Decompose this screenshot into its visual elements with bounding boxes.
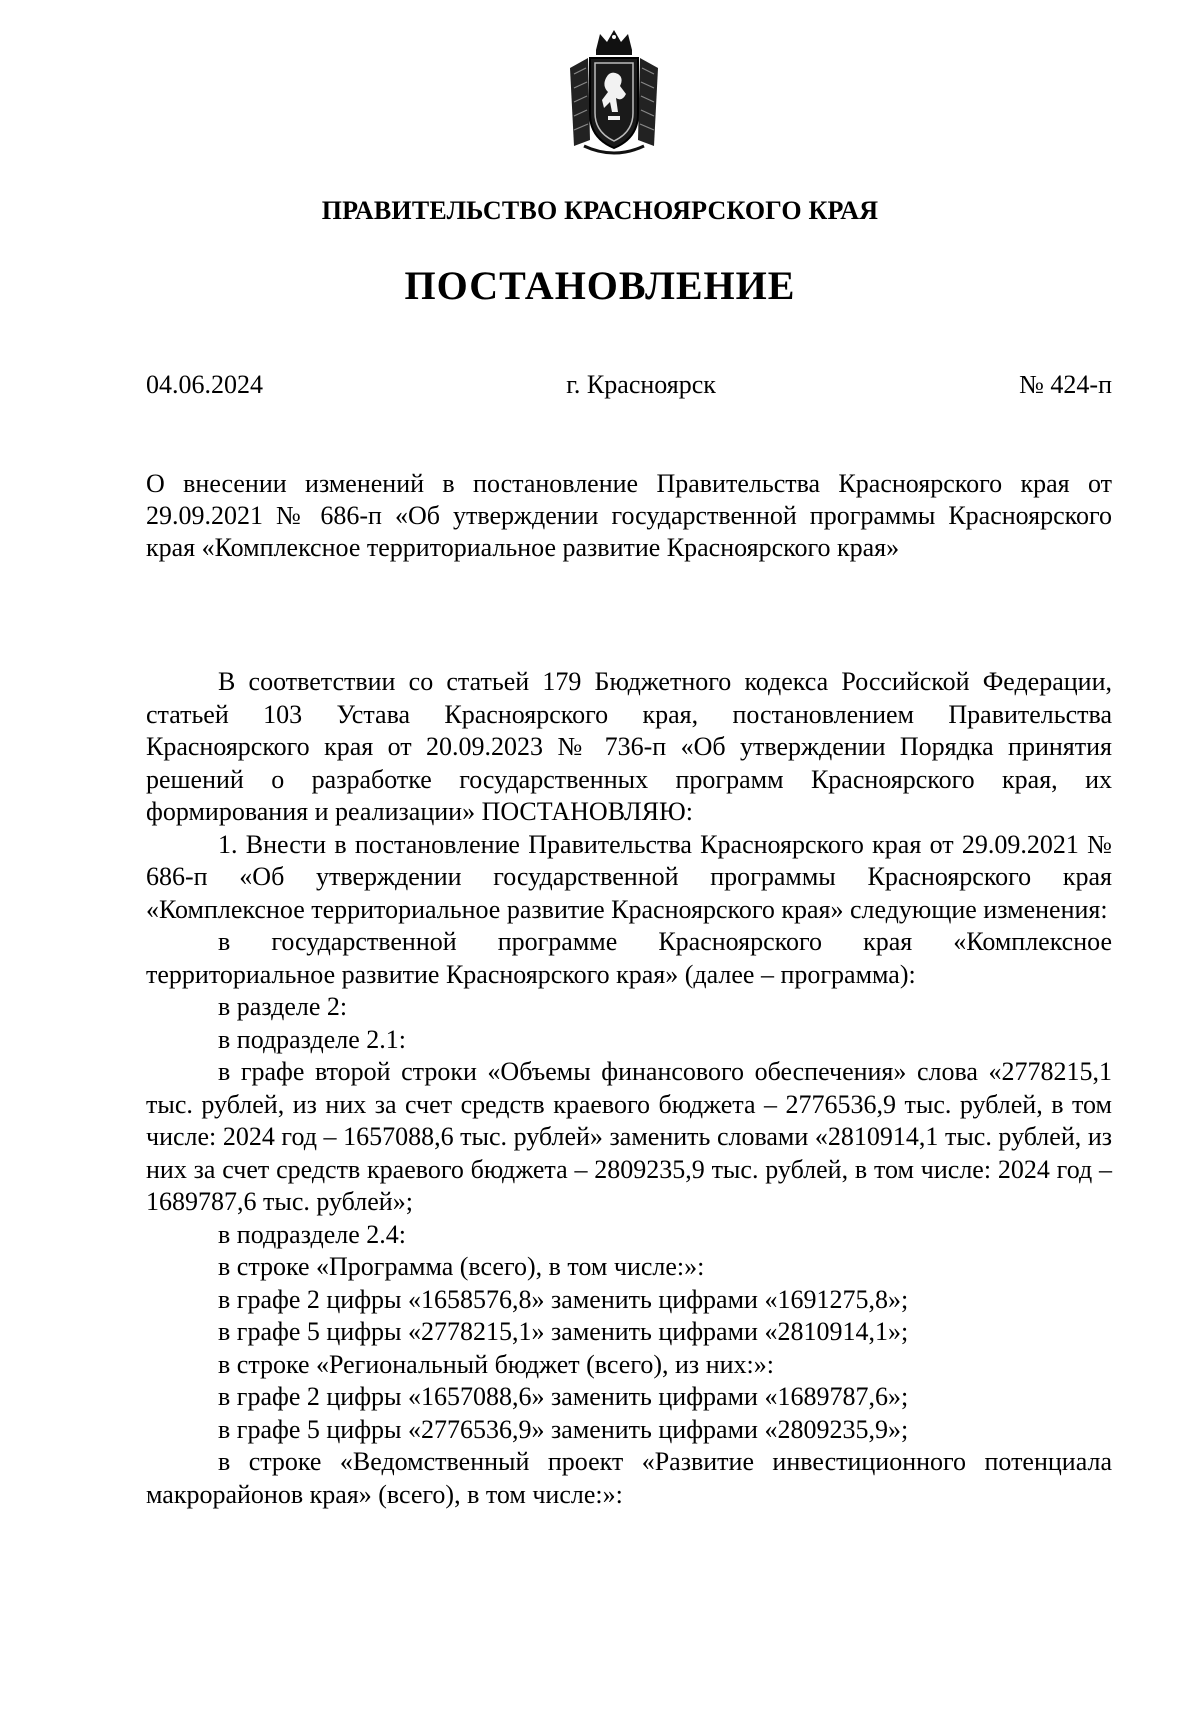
body-paragraph: в графе 5 цифры «2776536,9» заменить цифрами «2809235,9»; [218, 1414, 909, 1444]
document-number: № 424-п [1019, 370, 1112, 399]
document-city: г. Красноярск [566, 370, 716, 399]
body-paragraph: в строке «Региональный бюджет (всего), из них:»: [218, 1349, 774, 1379]
body-paragraph: в графе 5 цифры «2778215,1» заменить цифрами «2810914,1»; [218, 1317, 909, 1346]
body-paragraph: в графе 2 цифры «1658576,8» заменить цифрами «1691275,8»; [218, 1284, 909, 1314]
body-paragraph: в графе второй строки «Объемы финансового обеспечения» слова «2778215,1 тыс. рублей, из них за счет средств краевого бюджета – 2776536,9 тыс. рублей, в том числе: 2024 год – 1657088,6 тыс. рублей» заменить словами «2810914,1 тыс. рублей, из них за счет средств краевого бюджета – 2809235,9 тыс. рублей, в том числе: 2024 год – 1689787,6 тыс. рублей»; [146, 1057, 1112, 1216]
document-body [146, 666, 1112, 1511]
document-meta-row [146, 370, 1112, 400]
document-type-heading: ПОСТАНОВЛЕНИЕ [404, 263, 796, 308]
body-paragraph: 1. Внести в постановление Правительства Красноярского края от 29.09.2021 № 686-п «Об утверждении государственной программы Красноярского края «Комплексное территориальное развитие Красноярского края» следующие изменения: [146, 829, 1112, 924]
body-paragraph: в разделе 2: [218, 992, 348, 1021]
coat-of-arms-icon [560, 28, 668, 156]
government-title: ПРАВИТЕЛЬСТВО КРАСНОЯРСКОГО КРАЯ [321, 196, 879, 225]
body-paragraph: в графе 2 цифры «1657088,6» заменить цифрами «1689787,6»; [218, 1382, 909, 1411]
body-paragraph: в подразделе 2.1: [218, 1024, 407, 1054]
body-paragraph: в подразделе 2.4: [218, 1219, 407, 1249]
body-paragraph: В соответствии со статьей 179 Бюджетного кодекса Российской Федерации, статьей 103 Устава Красноярского края, постановлением Правительства Красноярского края от 20.09.2023 № 736-п «Об утверждении Порядка принятия решений о разработке государственных программ Красноярского края, их формирования и реализации» ПОСТАНОВЛЯЮ: [146, 667, 1112, 826]
document-date: 04.06.2024 [146, 370, 263, 399]
body-paragraph: в строке «Программа (всего), в том числе:»: [218, 1252, 705, 1281]
document-subject: О внесении изменений в постановление Правительства Красноярского края от 29.09.2021 № 686-п «Об утверждении государственной программы Красноярского края «Комплексное территориальное развитие Красноярского края» [146, 469, 1112, 562]
body-paragraph: в государственной программе Красноярского края «Комплексное территориальное развитие Красноярского края» (далее – программа): [146, 927, 1112, 989]
body-paragraph: в строке «Ведомственный проект «Развитие инвестиционного потенциала макрорайонов края» (всего), в том числе:»: [146, 1447, 1112, 1509]
